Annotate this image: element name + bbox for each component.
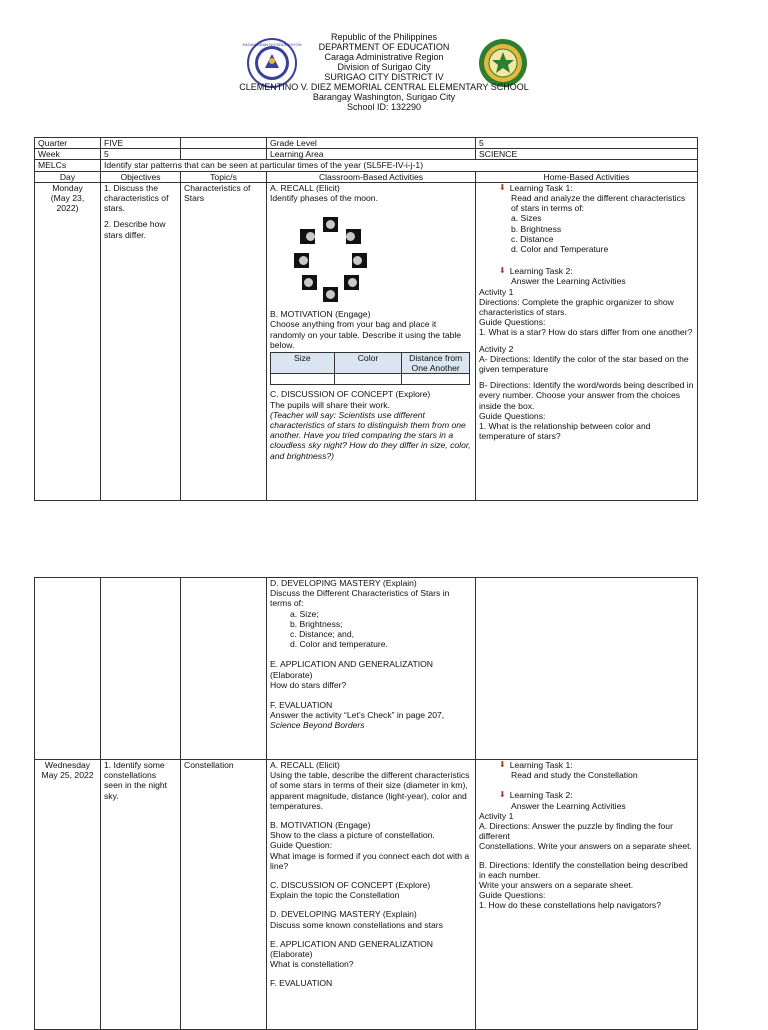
header-line-school-id: School ID: 132290: [346, 102, 422, 112]
quarter-value: FIVE: [101, 138, 181, 149]
evaluation-title: F. EVALUATION: [270, 978, 333, 989]
application-subtitle: (Elaborate): [270, 949, 313, 960]
moon-phase-icon: [300, 229, 315, 244]
list-item: d. Color and Temperature: [511, 244, 609, 255]
learning-task-2-text: Answer the Learning Activities: [511, 800, 626, 811]
header-line-department: DEPARTMENT OF EDUCATION: [318, 42, 450, 52]
guide-question-1: 1. How do these constellations help navigators?: [479, 900, 662, 911]
wednesday-home-activities: [476, 760, 698, 1030]
mastery-title: D. DEVELOPING MASTERY (Explain): [270, 909, 417, 920]
describe-table: [270, 352, 470, 385]
lesson-plan-table-page1: [34, 137, 698, 501]
discussion-text: Explain the topic the Constellation: [270, 890, 400, 901]
activity-2-directions-b: B- Directions: Identify the word/words being described in every number. Choose your answer from the choices inside the box.: [479, 380, 694, 411]
recall-title: A. RECALL (Elicit): [270, 760, 340, 770]
describe-table-header-size: Size: [271, 353, 335, 374]
activity-1-directions: Directions: Complete the graphic organizer to show characteristics of stars.: [479, 296, 674, 318]
learning-task-1-text: Read and analyze the different characteristics of stars in terms of:: [511, 193, 686, 214]
learning-task-1: ⬇ Learning Task 1:: [499, 182, 573, 193]
moon-phase-icon: [344, 275, 359, 290]
deped-seal-text: KAGAWARAN NG EDUKASYON: [242, 42, 302, 47]
monday-day: Monday (May 23, 2022): [35, 182, 101, 500]
guide-question-label: Guide Question:: [270, 840, 333, 851]
guide-question-2: 1. What is the relationship between color and temperature of stars?: [479, 421, 651, 442]
discussion-text: The pupils will share their work.: [270, 399, 390, 410]
learning-task-2: ⬇ Learning Task 2:: [499, 790, 573, 801]
grade-level-value: 5: [476, 138, 698, 149]
describe-table-header-distance: Distance from One Another: [402, 353, 470, 374]
header-line-republic: Republic of the Philippines: [330, 32, 438, 42]
evaluation-text: Answer the activity “Let’s Check” in page 207,: [270, 710, 445, 721]
info-row-quarter: [35, 138, 698, 149]
activity-2-title: Activity 2: [479, 343, 514, 354]
wednesday-day: Wednesday May 25, 2022: [35, 760, 101, 1030]
header-day: Day: [35, 171, 101, 182]
objective-1: 1. Discuss the characteristics of stars.: [104, 182, 169, 214]
directions-a: A. Directions: Answer the puzzle by finding the four different: [479, 821, 673, 842]
describe-table-header-color: Color: [334, 353, 402, 374]
monday-topic: Characteristics of Stars: [181, 182, 267, 500]
motivation-title: B. MOTIVATION (Engage): [270, 309, 371, 320]
motivation-title: B. MOTIVATION (Engage): [270, 820, 371, 831]
header-line-school: CLEMENTINO V. DIEZ MEMORIAL CENTRAL ELEMENTARY SCHOOL: [239, 82, 529, 92]
week-value: 5: [101, 149, 181, 160]
mastery-text: Discuss the Different Characteristics of Stars in terms of:: [270, 588, 450, 609]
arrow-bullet-icon: ⬇: [499, 266, 506, 276]
monday-row: [35, 182, 698, 500]
motivation-text: Show to the class a picture of constellation.: [270, 830, 435, 841]
wednesday-objective: 1. Identify some constellations seen in the night sky.: [101, 760, 181, 1030]
monday-classroom-activities: [267, 182, 476, 500]
info-row-week: [35, 149, 698, 160]
quarter-label: Quarter: [35, 138, 101, 149]
grade-level-label: Grade Level: [267, 138, 476, 149]
directions-a-continued: Constellations. Write your answers on a separate sheet.: [479, 841, 692, 852]
melcs-value: Identify star patterns that can be seen at particular times of the year (SL5FE-IV-i-j-1): [101, 160, 698, 171]
learning-task-2-text: Answer the Learning Activities: [511, 276, 626, 287]
moon-phase-icon: [302, 275, 317, 290]
header-classroom-activities: Classroom-Based Activities: [267, 171, 476, 182]
learning-task-2: ⬇ Learning Task 2:: [499, 266, 573, 277]
discussion-title: C. DISCUSSION OF CONCEPT (Explore): [270, 880, 431, 891]
header-topics: Topic/s: [181, 171, 267, 182]
monday-continued-activities: [267, 578, 476, 760]
week-label: Week: [35, 149, 101, 160]
document-header: [0, 32, 768, 112]
motivation-text: Choose anything from your bag and place it randomly on your table. Describe it using the table below.: [270, 319, 462, 350]
activity-2-directions-a: A- Directions: Identify the color of the star based on the given temperature: [479, 353, 689, 375]
monday-continued-row: [35, 578, 698, 760]
mastery-title: D. DEVELOPING MASTERY (Explain): [270, 578, 417, 588]
header-line-division: Division of Surigao City: [337, 62, 431, 72]
learning-area-value: SCIENCE: [476, 149, 698, 160]
list-item: a. Sizes: [511, 213, 542, 224]
activity-1-title: Activity 1: [479, 286, 514, 297]
learning-task-1-text: Read and study the Constellation: [511, 770, 638, 781]
monday-home-activities: [476, 182, 698, 500]
directions-b-continued: Write your answers on a separate sheet.: [479, 880, 634, 891]
moon-phase-icon: [323, 287, 338, 302]
mastery-list: [270, 609, 472, 650]
arrow-bullet-icon: ⬇: [499, 790, 506, 800]
activity-1-title: Activity 1: [479, 810, 514, 821]
application-text: What is constellation?: [270, 959, 354, 970]
list-item: c. Distance: [511, 233, 554, 244]
column-header-row: [35, 171, 698, 182]
lesson-plan-table-page2: [34, 577, 698, 1030]
application-title: E. APPLICATION AND GENERALIZATION: [270, 659, 433, 670]
wednesday-classroom-activities: [267, 760, 476, 1030]
guide-questions-label: Guide Questions:: [479, 317, 546, 328]
header-line-address: Barangay Washington, Surigao City: [312, 92, 456, 102]
arrow-bullet-icon: ⬇: [499, 182, 506, 192]
application-title: E. APPLICATION AND GENERALIZATION: [270, 938, 433, 949]
application-subtitle: (Elaborate): [270, 669, 313, 680]
list-item: d. Color and temperature.: [290, 639, 388, 650]
directions-b: B. Directions: Identify the constellation being described in each number.: [479, 859, 688, 880]
list-item: a. Size;: [290, 608, 319, 619]
wednesday-row: [35, 760, 698, 1030]
header-objectives: Objectives: [101, 171, 181, 182]
mastery-text: Discuss some known constellations and stars: [270, 919, 443, 930]
application-text: How do stars differ?: [270, 679, 347, 690]
recall-text: Using the table, describe the different characteristics of some stars in terms of their size (diameter in km), apparent magnitude, distance (light-year), color and temperatures.: [270, 770, 470, 811]
objective-2: 2. Describe how stars differ.: [104, 219, 166, 240]
info-row-melcs: [35, 160, 698, 171]
header-line-region: Caraga Administrative Region: [324, 52, 444, 62]
list-item: b. Brightness;: [290, 618, 343, 629]
list-item: b. Brightness: [511, 223, 562, 234]
moon-phase-icon: [323, 217, 338, 232]
header-line-district: SURIGAO CITY DISTRICT IV: [324, 72, 444, 82]
monday-objectives: [101, 182, 181, 500]
guide-question-text: What image is formed if you connect each dot with a line?: [270, 850, 470, 871]
discussion-title: C. DISCUSSION OF CONCEPT (Explore): [270, 389, 431, 400]
moon-phases-diagram: [270, 203, 470, 309]
star-characteristics-list: [479, 213, 694, 254]
evaluation-book-title: Science Beyond Borders: [270, 720, 365, 731]
learning-task-1: ⬇ Learning Task 1:: [499, 760, 573, 770]
list-item: c. Distance; and,: [290, 629, 355, 640]
guide-questions-label: Guide Questions:: [479, 410, 546, 421]
wednesday-topic: Constellation: [181, 760, 267, 1030]
header-home-activities: Home-Based Activities: [476, 171, 698, 182]
moon-phase-icon: [346, 229, 361, 244]
recall-title: A. RECALL (Elicit): [270, 182, 340, 193]
arrow-bullet-icon: ⬇: [499, 760, 506, 769]
discussion-teacher-note: (Teacher will say: Scientists use different characteristics of stars to distinguish them from one another. Have you tried comparing the stars in a cloudless sky night? How do they differ in size, color, and brightness?): [270, 409, 471, 461]
moon-phase-icon: [352, 253, 367, 268]
learning-area-label: Learning Area: [267, 149, 476, 160]
melcs-label: MELCs: [35, 160, 101, 171]
recall-text: Identify phases of the moon.: [270, 193, 378, 204]
guide-question-1: 1. What is a star? How do stars differ from one another?: [479, 327, 693, 338]
evaluation-title: F. EVALUATION: [270, 700, 333, 711]
guide-questions-label: Guide Questions:: [479, 890, 546, 901]
moon-phase-icon: [294, 253, 309, 268]
